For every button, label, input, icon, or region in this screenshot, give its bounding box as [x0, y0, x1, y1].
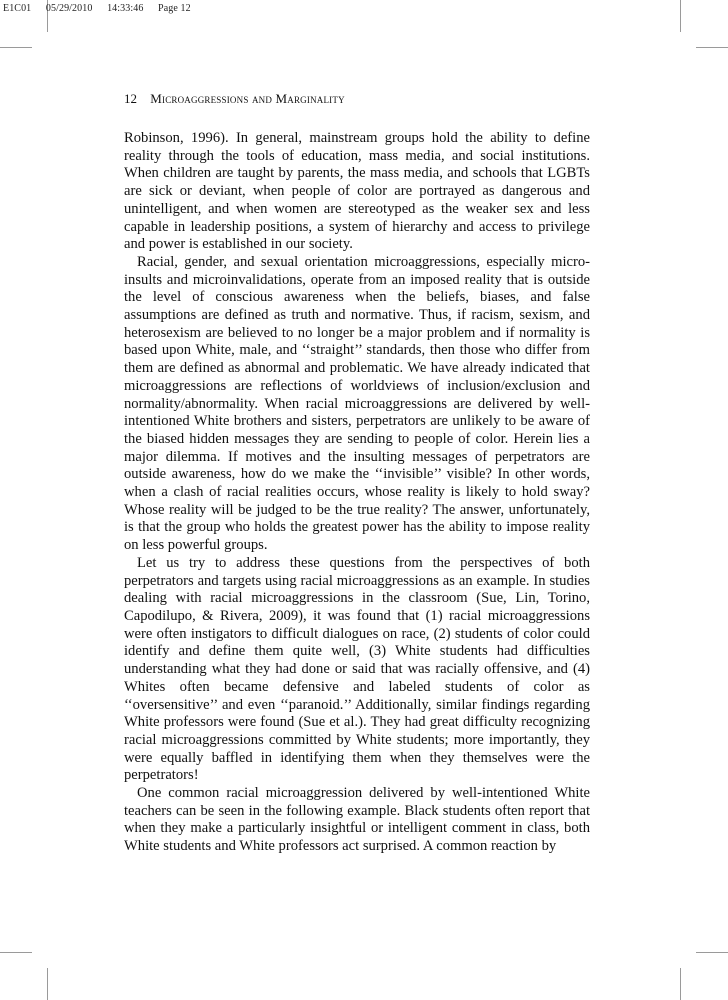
crop-mark-bottom-left [47, 968, 48, 1000]
running-head [124, 91, 345, 107]
slug-code: E1C01 [3, 3, 32, 14]
crop-mark-top-right [680, 0, 681, 32]
crop-mark-bottom-left-h [0, 952, 32, 953]
crop-mark-bottom-right [680, 968, 681, 1000]
crop-mark-top-left-h [0, 47, 32, 48]
crop-mark-top-right-h [696, 47, 728, 48]
printer-slug [3, 3, 203, 14]
slug-time: 14:33:46 [107, 3, 144, 14]
running-head-title: Microaggressions and Marginality [150, 91, 345, 106]
paragraph: One common racial microaggression delivered by well-intentioned White teachers can be seen in the following example. Black students often report that when they make a particularly insightful or intelligent comment in class, both White students and White professors act surprised. A common reaction by [124, 785, 590, 855]
paragraph: Let us try to address these questions from the perspectives of both perpetrators and targets using racial microaggressions as an example. In studies dealing with racial microaggressions in the classroom (Sue, Lin, Torino, Capodilupo, & Rivera, 2009), it was found that (1) racial microaggressions were often instigators to difficult dialogues on race, (2) students of color could identify and define them quite well, (3) White students had difficulties understanding what they had done or said that was racially offensive, and (4) Whites often became defensive and labeled students of color as ‘‘oversensitive’’ and even ‘‘paranoid.’’ Additionally, similar findings regarding White professors were found (Sue et al.). They had great difficulty recognizing racial microaggressions committed by White students; more importantly, they were equally baffled in identifying them when they themselves were the perpetrators! [124, 554, 590, 784]
slug-page: Page 12 [158, 3, 191, 14]
paragraph: Racial, gender, and sexual orientation microaggressions, especially micro-insults and microinvalidations, operate from an imposed reality that is outside the level of conscious awareness when the beliefs, biases, and false assumptions are defined as truth and normative. Thus, if racism, sexism, and heterosexism are believed to no longer be a major problem and if normality is based upon White, male, and ‘‘straight’’ standards, then those who differ from them are defined as abnormal and problematic. We have already indicated that microaggressions are reflections of worldviews of inclusion/exclusion and normality/abnormality. When racial microaggressions are delivered by well-intentioned White brothers and sisters, perpetrators are unlikely to be aware of the biased hidden messages they are sending to people of color. Herein lies a major dilemma. If motives and the insulting messages of perpetrators are outside awareness, how do we make the ‘‘invisible’’ visible? In other words, when a clash of racial realities occurs, whose reality is likely to hold sway? Whose reality will be judged to be the true reality? The answer, unfortunately, is that the group who holds the greatest power has the ability to impose reality on less powerful groups. [124, 253, 590, 554]
paragraph-continuation: Robinson, 1996). In general, mainstream groups hold the ability to define reality through the tools of education, mass media, and social institutions. When children are taught by parents, the mass media, and schools that LGBTs are sick or deviant, when people of color are portrayed as dangerous and unintelligent, and when women are stereotyped as the weaker sex and less capable in leadership positions, a system of hierarchy and access to privilege and power is established in our society. [124, 130, 590, 253]
body-text [124, 130, 590, 856]
page-number: 12 [124, 91, 137, 106]
slug-date: 05/29/2010 [45, 3, 93, 14]
crop-mark-bottom-right-h [696, 952, 728, 953]
